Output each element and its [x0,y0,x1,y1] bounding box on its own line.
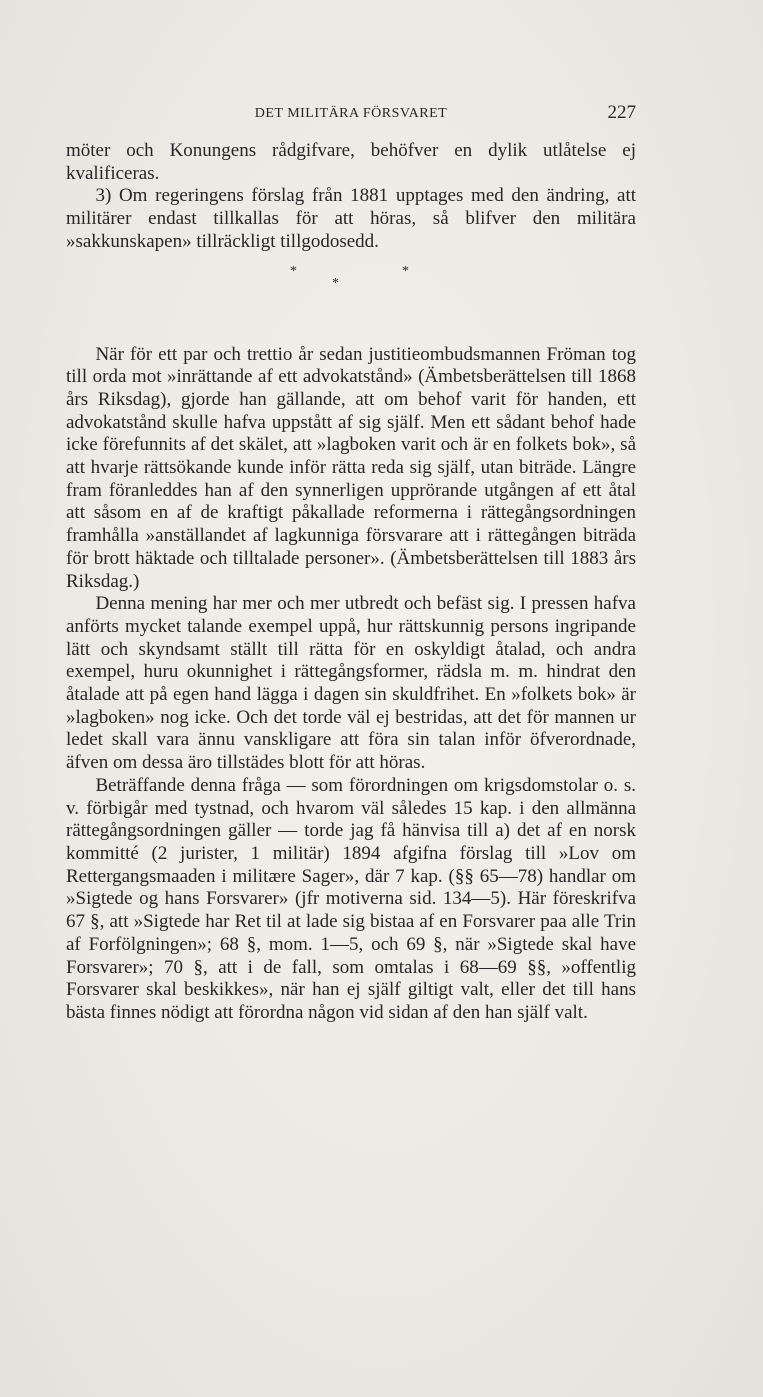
separator-asterisk: * [402,263,409,279]
paragraph-3: När för ett par och trettio år sedan justitieombudsmannen Fröman tog till orda mot »inrättande af ett advokatstånd» (Ämbetsberättelsen till 1868 års Riksdag), gjorde han gällande, att om behof varit för handen, ett advokatstånd skulle hafva uppstått af sig själf. Men ett sådant behof hade icke förefunnits af det skälet, att »lagboken varit och är en folkets bok», så att hvarje rättsökande kunde inför rätta reda sig själf, utan biträde. Längre fram föranleddes han af den synnerligen upprörande utgången af ett åtal att såsom en af de kraftigt påkallade reformerna i rättegångsordningen framhålla »anställandet af lagkunniga försvarare att i rättegången biträda för brott häktade och tilltalade personer». (Ämbetsberättelsen till 1883 års Riksdag.) [66,343,636,592]
running-header [66,102,636,126]
paragraph-4: Denna mening har mer och mer utbredt och befäst sig. I pressen hafva anförts mycket talande exempel uppå, hur rättskunnig persons ingripande lätt och skyndsamt ställt till rätta för en oskyldigt åtalad, och andra exempel, huru okunnighet i rättegångsformer, rädsla m. m. hindrat den åtalade att på egen hand lägga i dagen sin skuldfrihet. En »folkets bok» är »lagboken» nog icke. Och det torde väl ej bestridas, att det för mannen ur ledet skall vara ännu vanskligare att föra sin talan inför öfverordnade, äfven om dessa äro tillstädes blott för att höras. [66,593,636,774]
separator-asterisk: * [290,263,297,279]
section-separator [66,254,636,344]
separator-asterisk: * [332,275,339,291]
paragraph-5: Beträffande denna fråga — som förordningen om krigsdomstolar o. s. v. förbigår med tystnad, och hvarom väl således 15 kap. i den allmänna rättegångsordningen gäller — torde jag få hänvisa till a) det af en norsk kommitté (2 jurister, 1 militär) 1894 afgifna förslag till »Lov om Rettergangsmaaden i militære Sager», där 7 kap. (§§ 65—78) handlar om »Sigtede og hans Forsvarer» (jfr motiverna sid. 134—5). Här föreskrifva 67 §, att »Sigtede har Ret til at lade sig bistaa af en Forsvarer paa alle Trin af Forfölgningen»; 68 §, mom. 1—5, och 69 §, när »Sigtede skal have Forsvarer»; 70 §, att i de fall, som omtalas i 68—69 §§, »offentlig Forsvarer skal beskikkes», när han ej själf giltigt valt, eller det till hans bästa finnes nödigt att förordna någon vid sidan af den han själf valt. [66,774,636,1023]
body-text [66,140,636,1025]
page-number: 227 [607,102,636,123]
running-title: DET MILITÄRA FÖRSVARET [254,106,448,121]
paragraph-2: 3) Om regeringens förslag från 1881 upptages med den ändring, att militärer endast tillkallas för att höras, så blifver den militära »sakkunskapen» tillräckligt tillgodosedd. [66,185,636,252]
paragraph-1: möter och Konungens rådgifvare, behöfver en dylik utlåtelse ej kvalificeras. [66,140,636,184]
